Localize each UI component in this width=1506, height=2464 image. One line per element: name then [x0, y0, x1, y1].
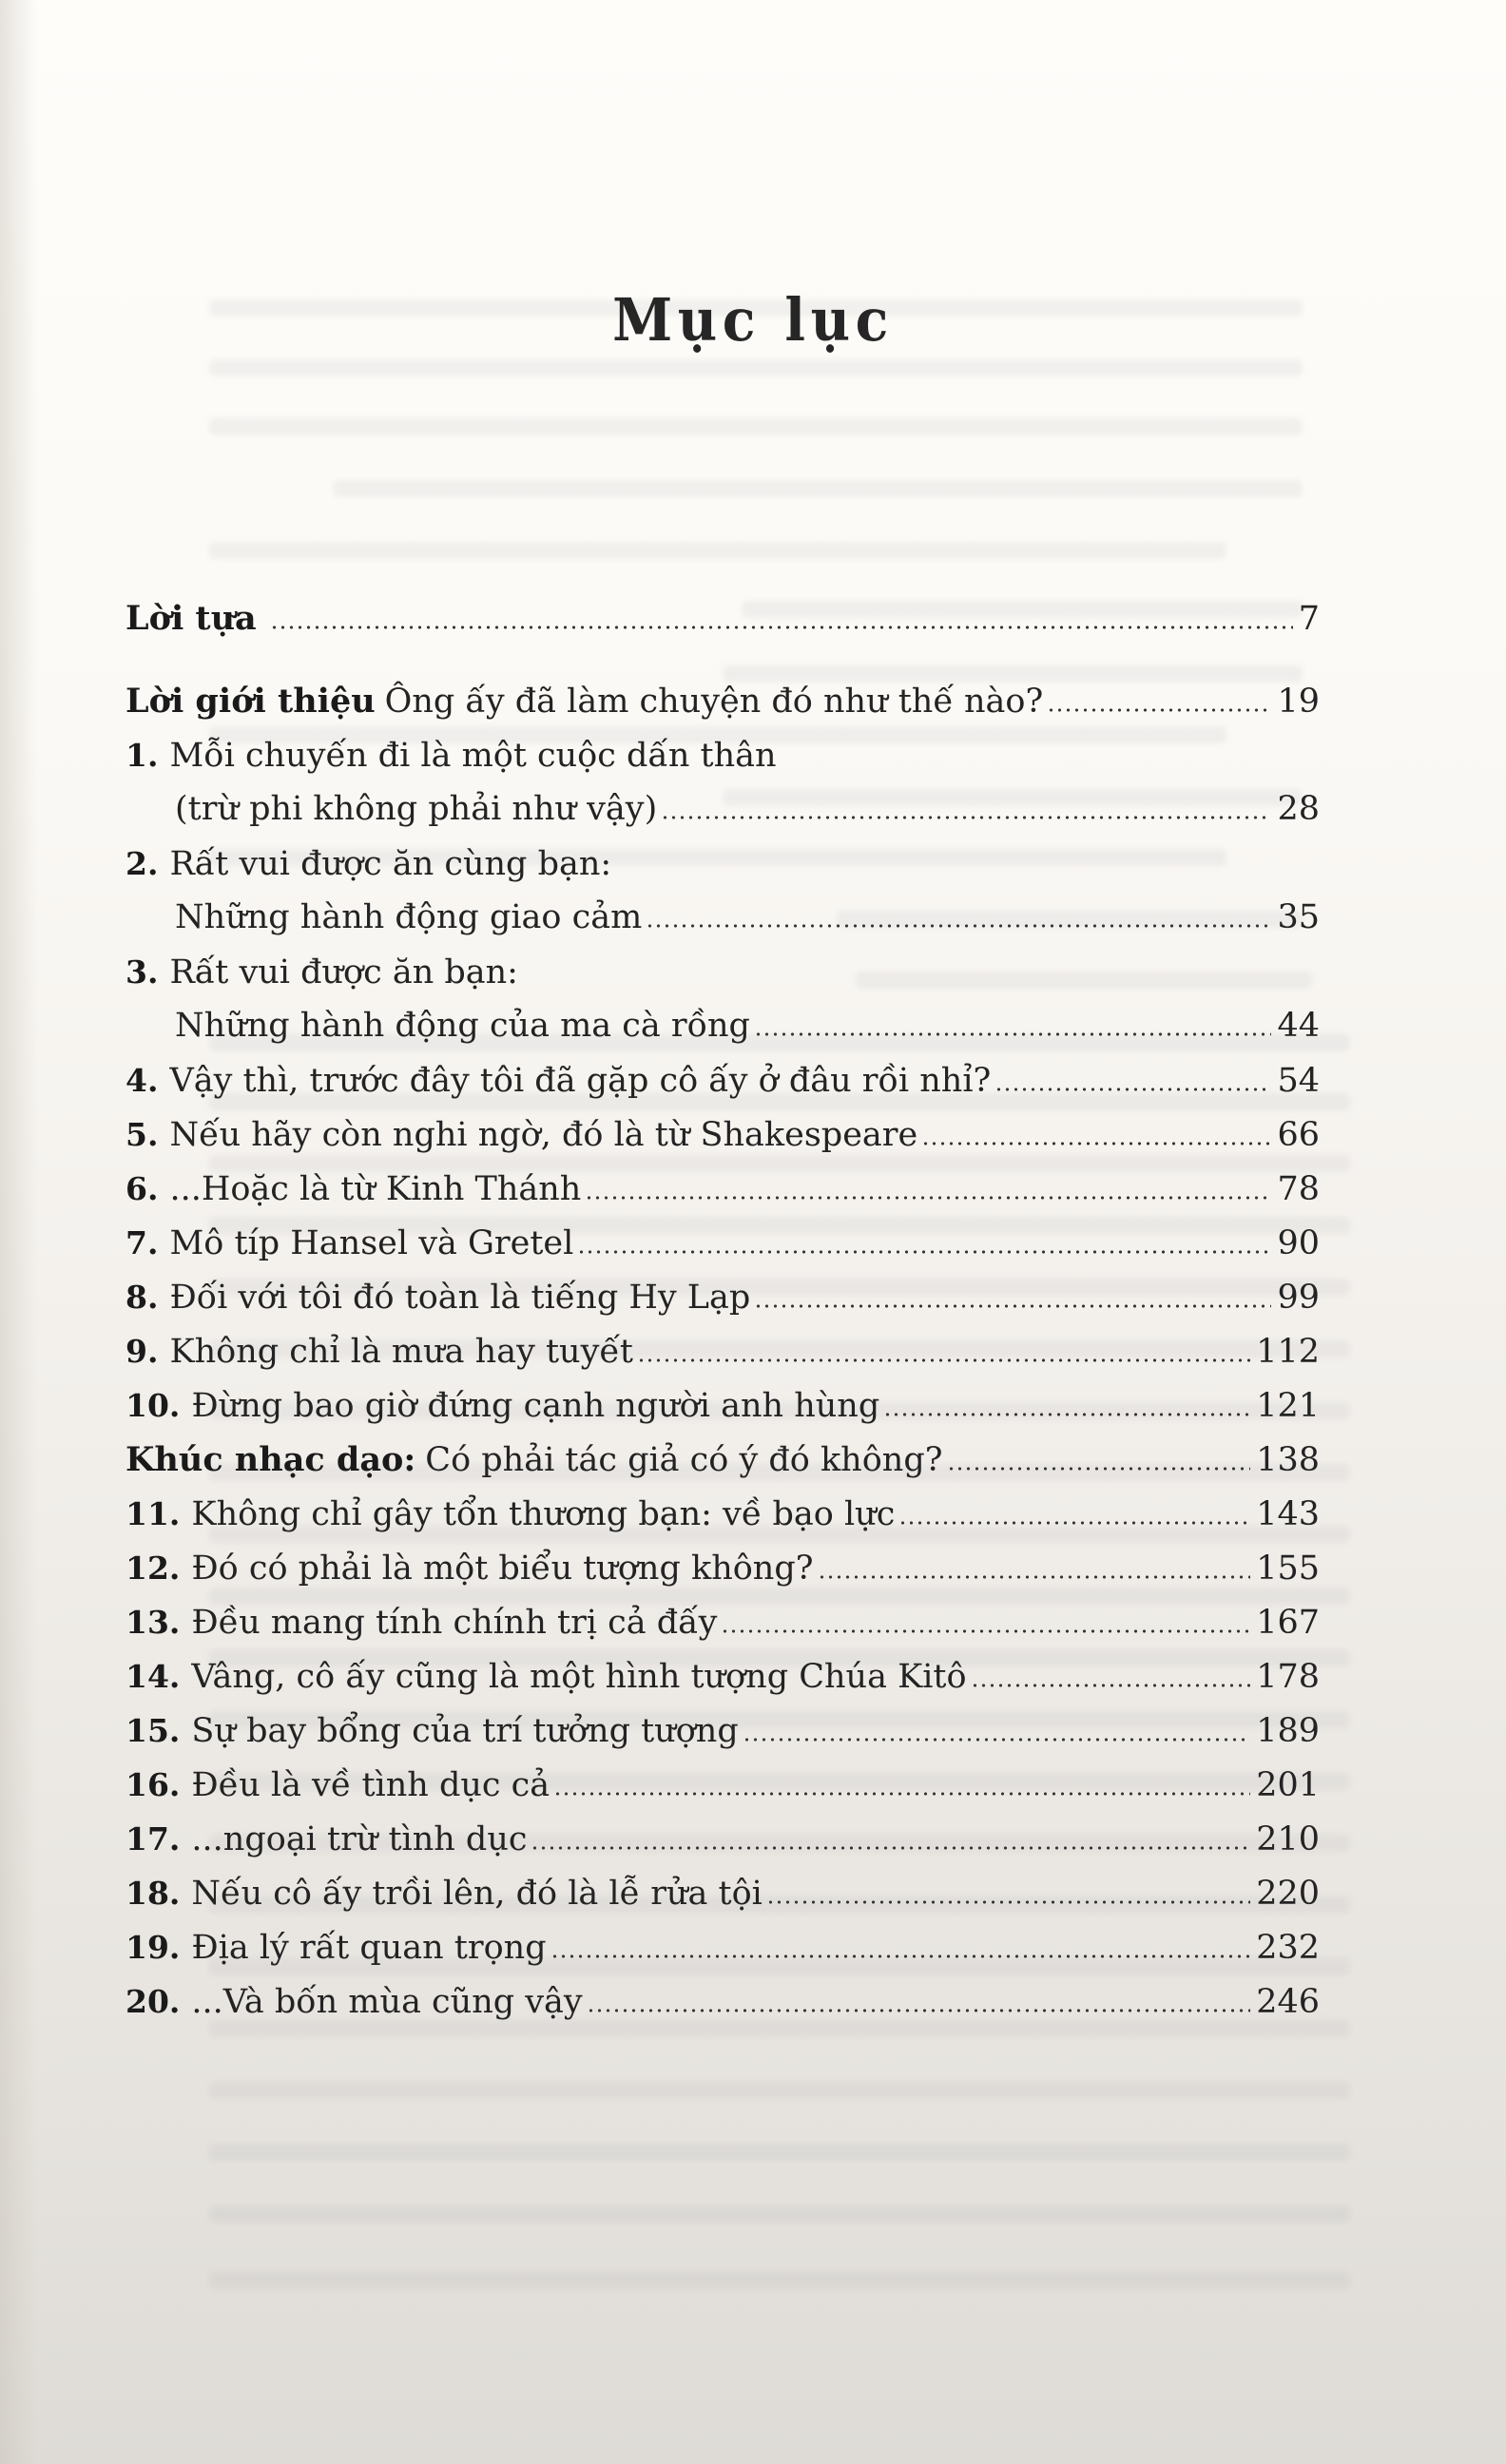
toc-entry-introduction[interactable] [126, 674, 1320, 728]
page-number: 78 [1277, 1170, 1320, 1208]
page-number: 112 [1256, 1333, 1320, 1371]
chapter-number: 15. [126, 1712, 181, 1749]
chapter-number: 20. [126, 1983, 181, 2020]
dot-leader [754, 1299, 1271, 1308]
dot-leader [754, 1027, 1272, 1036]
dot-leader [553, 1786, 1250, 1796]
page-number: 19 [1277, 683, 1320, 721]
entry-title: Đừng bao giờ đứng cạnh người anh hùng [191, 1387, 880, 1425]
toc-entry-chapter-6[interactable] [126, 1162, 1320, 1216]
dot-leader [971, 1678, 1251, 1687]
page-number: 178 [1256, 1658, 1320, 1696]
chapter-number: 12. [126, 1550, 181, 1587]
page-number: 155 [1256, 1550, 1320, 1588]
toc-entry-chapter-16[interactable] [126, 1758, 1320, 1812]
entry-title: Nếu cô ấy trồi lên, đó là lễ rửa tội [191, 1875, 763, 1913]
page-number: 246 [1256, 1983, 1320, 2021]
dot-leader [883, 1407, 1250, 1416]
toc-entry-chapter-3[interactable] [126, 945, 1320, 999]
entry-label: Lời tựa [126, 599, 257, 638]
page-number: 54 [1277, 1062, 1320, 1100]
chapter-number: 8. [126, 1279, 159, 1316]
page-gutter-shadow [0, 0, 38, 2464]
toc-entry-chapter-14[interactable] [126, 1649, 1320, 1704]
dot-leader [587, 2003, 1250, 2012]
toc-entry-chapter-2-continued[interactable] [126, 891, 1320, 945]
entry-title: ...Và bốn mùa cũng vậy [191, 1983, 583, 2021]
toc-entry-preface[interactable] [126, 591, 1320, 645]
page-number: 90 [1277, 1224, 1320, 1262]
dot-leader [661, 810, 1271, 819]
dot-leader [921, 1136, 1271, 1145]
entry-title: Vậy thì, trước đây tôi đã gặp cô ấy ở đâu rồi nhỉ? [169, 1062, 992, 1100]
entry-title-continuation: Những hành động của ma cà rồng [175, 1007, 750, 1045]
page-number: 35 [1277, 898, 1320, 936]
table-of-contents [126, 591, 1320, 2029]
chapter-number: 16. [126, 1766, 181, 1803]
chapter-number: 7. [126, 1224, 159, 1261]
page-title: Mục lục [612, 285, 894, 355]
page-number: 99 [1277, 1279, 1320, 1317]
entry-title: Mô típ Hansel và Gretel [169, 1224, 574, 1262]
dot-leader [585, 1190, 1271, 1200]
page-number: 201 [1256, 1766, 1320, 1804]
chapter-number: 14. [126, 1658, 181, 1695]
chapter-number: 4. [126, 1062, 159, 1099]
dot-leader [898, 1515, 1250, 1525]
toc-entry-chapter-3-continued[interactable] [126, 999, 1320, 1053]
page-number: 167 [1256, 1604, 1320, 1642]
entry-title: Không chỉ là mưa hay tuyết [169, 1333, 633, 1371]
chapter-number: 13. [126, 1604, 181, 1641]
entry-title: Rất vui được ăn cùng bạn: [169, 845, 612, 883]
entry-title: Mỗi chuyến đi là một cuộc dấn thân [169, 737, 777, 775]
dot-leader [577, 1244, 1271, 1254]
toc-entry-chapter-8[interactable] [126, 1270, 1320, 1324]
page-number: 7 [1298, 600, 1320, 638]
page-number: 189 [1256, 1712, 1320, 1750]
toc-entry-chapter-2[interactable] [126, 837, 1320, 891]
page-number: 143 [1256, 1495, 1320, 1533]
dot-leader [1047, 703, 1271, 712]
entry-title: ...ngoại trừ tình dục [191, 1820, 528, 1858]
entry-title: Không chỉ gây tổn thương bạn: về bạo lực [191, 1495, 896, 1533]
entry-title-continuation: Những hành động giao cảm [175, 898, 643, 936]
toc-entry-chapter-17[interactable] [126, 1812, 1320, 1866]
dot-leader [947, 1461, 1251, 1471]
entry-title: Đều mang tính chính trị cả đấy [191, 1604, 718, 1642]
entry-title: ...Hoặc là từ Kinh Thánh [169, 1170, 582, 1208]
page-number: 28 [1277, 790, 1320, 828]
chapter-number: 17. [126, 1820, 181, 1858]
toc-entry-chapter-9[interactable] [126, 1324, 1320, 1378]
entry-title: Vâng, cô ấy cũng là một hình tượng Chúa Kitô [191, 1658, 967, 1696]
toc-entry-chapter-20[interactable] [126, 1974, 1320, 2029]
entry-title: Rất vui được ăn bạn: [169, 953, 518, 991]
entry-title: Đối với tôi đó toàn là tiếng Hy Lạp [169, 1279, 751, 1317]
chapter-number: 5. [126, 1116, 159, 1153]
entry-title: Có phải tác giả có ý đó không? [425, 1441, 943, 1479]
entry-title: Sự bay bổng của trí tưởng tượng [191, 1712, 739, 1750]
toc-entry-chapter-11[interactable] [126, 1487, 1320, 1541]
toc-entry-chapter-5[interactable] [126, 1107, 1320, 1162]
chapter-number: 2. [126, 845, 159, 882]
entry-title: Địa lý rất quan trọng [191, 1929, 547, 1967]
toc-entry-interlude[interactable] [126, 1433, 1320, 1487]
dot-leader [766, 1895, 1250, 1904]
page-number: 220 [1256, 1875, 1320, 1913]
toc-entry-chapter-19[interactable] [126, 1920, 1320, 1974]
entry-title-continuation: (trừ phi không phải như vậy) [175, 790, 658, 828]
toc-entry-chapter-13[interactable] [126, 1595, 1320, 1649]
dot-leader [646, 918, 1271, 928]
chapter-number: 1. [126, 737, 159, 774]
entry-label: Khúc nhạc dạo: [126, 1440, 416, 1479]
entry-label: Lời giới thiệu [126, 682, 376, 721]
dot-leader [550, 1949, 1251, 1958]
page-number: 138 [1256, 1441, 1320, 1479]
toc-entry-chapter-7[interactable] [126, 1216, 1320, 1270]
chapter-number: 9. [126, 1333, 159, 1370]
dot-leader [743, 1732, 1250, 1742]
dot-leader [637, 1353, 1250, 1362]
toc-entry-chapter-4[interactable] [126, 1053, 1320, 1107]
dot-leader [270, 620, 1293, 629]
toc-entry-chapter-12[interactable] [126, 1541, 1320, 1595]
chapter-number: 18. [126, 1875, 181, 1912]
page-number: 121 [1256, 1387, 1320, 1425]
chapter-number: 3. [126, 953, 159, 991]
page-number: 232 [1256, 1929, 1320, 1967]
toc-entry-chapter-18[interactable] [126, 1866, 1320, 1920]
entry-title: Đều là về tình dục cả [191, 1766, 550, 1804]
dot-leader [818, 1569, 1251, 1579]
entry-title: Nếu hãy còn nghi ngờ, đó là từ Shakespeare [169, 1116, 918, 1154]
toc-entry-chapter-1[interactable] [126, 728, 1320, 782]
page-number: 66 [1277, 1116, 1320, 1154]
page-number: 44 [1277, 1007, 1320, 1045]
toc-entry-chapter-1-continued[interactable] [126, 782, 1320, 837]
chapter-number: 6. [126, 1170, 159, 1207]
entry-title: Đó có phải là một biểu tượng không? [191, 1550, 814, 1588]
entry-title: Ông ấy đã làm chuyện đó như thế nào? [384, 683, 1044, 721]
page-number: 210 [1256, 1820, 1320, 1858]
dot-leader [994, 1082, 1271, 1091]
chapter-number: 10. [126, 1387, 181, 1424]
chapter-number: 19. [126, 1929, 181, 1966]
chapter-number: 11. [126, 1495, 181, 1532]
dot-leader [531, 1840, 1250, 1850]
toc-entry-chapter-10[interactable] [126, 1378, 1320, 1433]
dot-leader [721, 1624, 1250, 1633]
toc-entry-chapter-15[interactable] [126, 1704, 1320, 1758]
